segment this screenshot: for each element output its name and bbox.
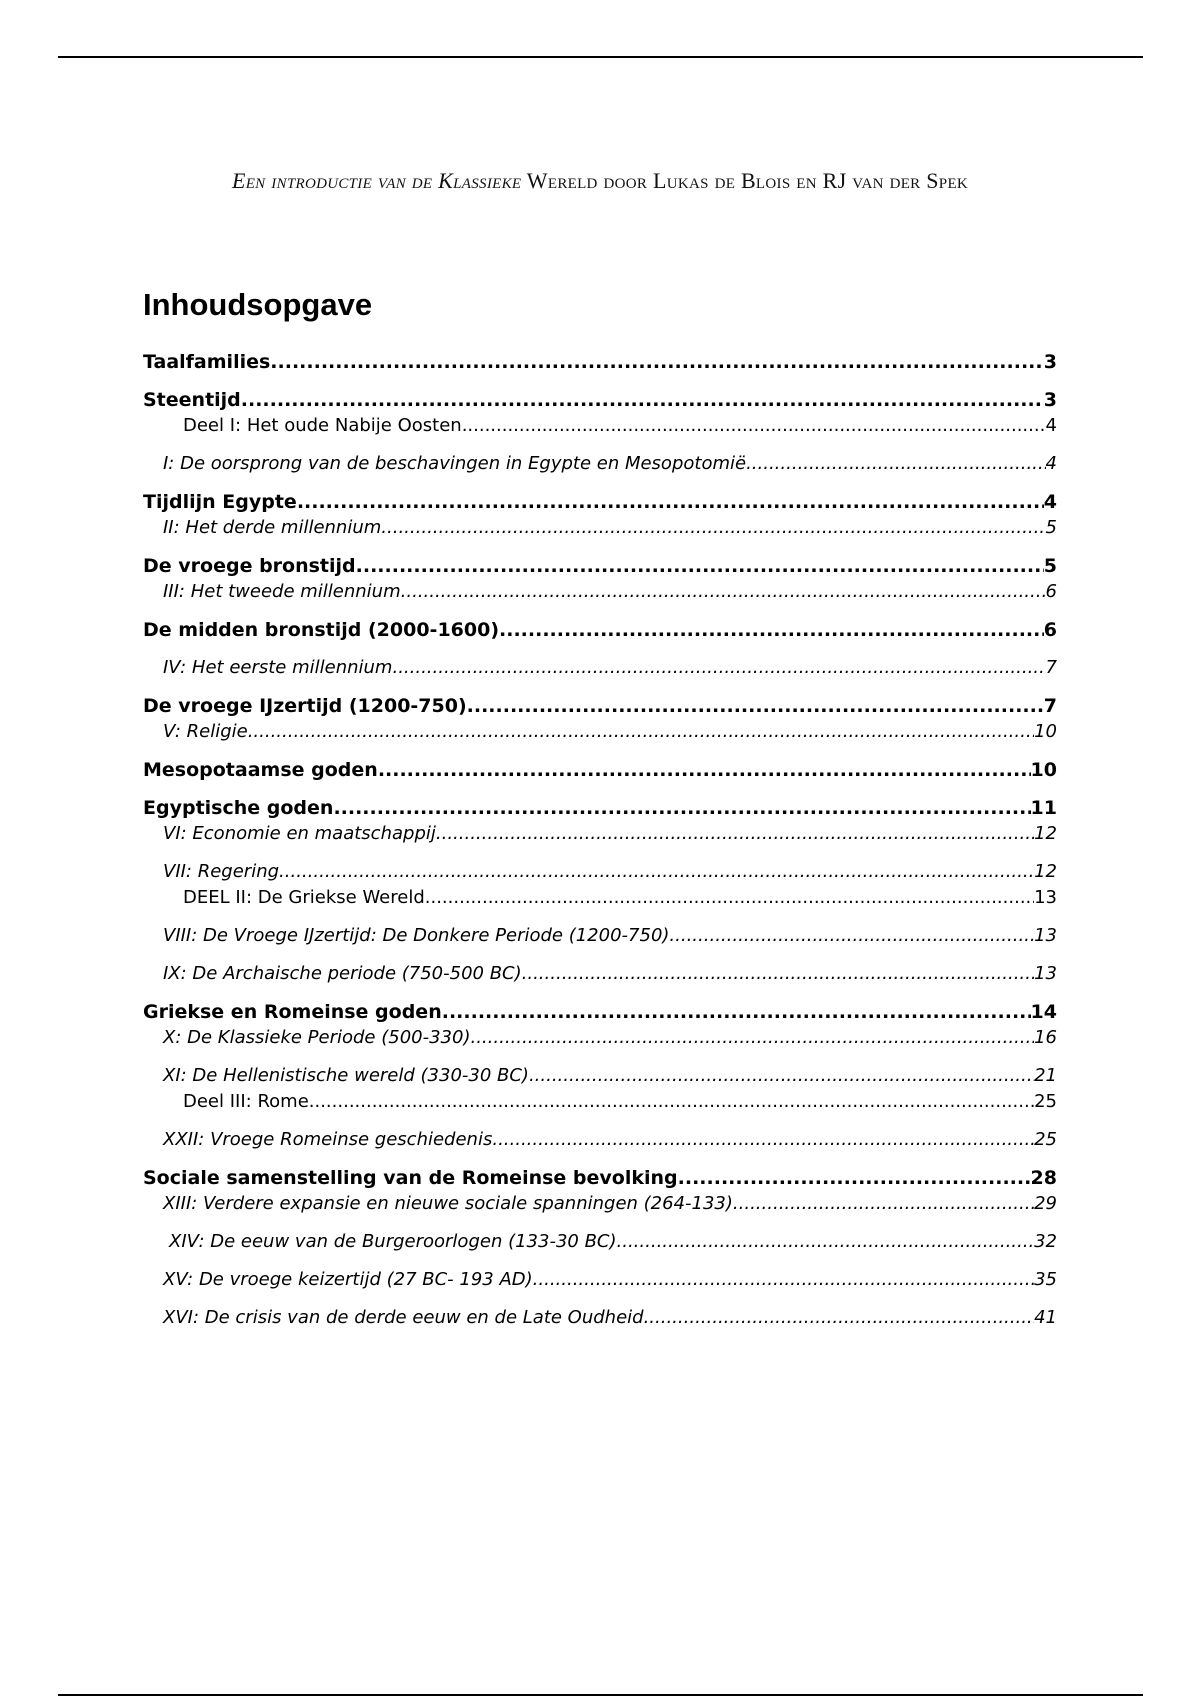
toc-page-number: 21 xyxy=(1034,1065,1057,1086)
toc-entry-title: Taalfamilies xyxy=(143,351,271,373)
header-rule xyxy=(58,56,1143,58)
toc-entry-title: III: Het tweede millennium xyxy=(163,581,401,602)
toc-entry[interactable] xyxy=(143,452,1057,476)
toc-leader xyxy=(333,796,1030,820)
toc-entry[interactable] xyxy=(143,350,1057,374)
toc-entry-title: Deel I: Het oude Nabije Oosten xyxy=(183,415,462,436)
toc-leader xyxy=(644,1306,1035,1330)
toc-entry[interactable] xyxy=(143,796,1057,820)
toc-leader xyxy=(746,452,1045,476)
toc-leader xyxy=(392,656,1045,680)
toc-entry-title: IV: Het eerste millennium xyxy=(163,657,393,678)
toc-page-number: 14 xyxy=(1030,1001,1057,1023)
toc-leader xyxy=(617,1230,1035,1254)
toc-page-number: 29 xyxy=(1034,1193,1057,1214)
toc-page-number: 6 xyxy=(1045,581,1057,602)
toc-page-number: 13 xyxy=(1034,887,1057,908)
toc-page-number: 25 xyxy=(1034,1091,1057,1112)
toc-leader xyxy=(248,720,1034,744)
toc-leader xyxy=(499,618,1044,642)
toc-entry[interactable] xyxy=(143,516,1057,540)
toc-entry[interactable] xyxy=(143,1230,1057,1254)
toc-page-number: 5 xyxy=(1043,555,1057,577)
toc-page-number: 6 xyxy=(1043,619,1057,641)
toc-page-number: 28 xyxy=(1030,1167,1057,1189)
toc-entry[interactable] xyxy=(143,694,1057,718)
toc-entry[interactable] xyxy=(143,1090,1057,1114)
toc-leader xyxy=(467,694,1044,718)
toc-entry-title: VIII: De Vroege IJzertijd: De Donkere Periode (1200-750) xyxy=(163,925,670,946)
toc-entry[interactable] xyxy=(143,656,1057,680)
toc-page-number: 35 xyxy=(1034,1269,1057,1290)
toc-page-number: 13 xyxy=(1034,963,1057,984)
toc-page-number: 7 xyxy=(1043,695,1057,717)
toc-heading: Inhoudsopgave xyxy=(143,287,373,322)
toc-page-number: 11 xyxy=(1030,797,1057,819)
toc-entry[interactable] xyxy=(143,962,1057,986)
toc-leader xyxy=(533,1268,1034,1292)
toc-entry-title: De vroege bronstijd xyxy=(143,555,356,577)
toc-page-number: 10 xyxy=(1030,759,1057,781)
toc-entry[interactable] xyxy=(143,388,1057,412)
toc-entry[interactable] xyxy=(143,580,1057,604)
toc-page-number: 3 xyxy=(1043,351,1057,373)
toc-leader xyxy=(309,1090,1034,1114)
document-title-rest: Wereld door Lukas de Blois en RJ van der Spek xyxy=(526,168,969,193)
toc-leader xyxy=(356,554,1044,578)
toc-entry[interactable] xyxy=(143,720,1057,744)
table-of-contents xyxy=(143,350,1057,1330)
toc-entry-title: X: De Klassieke Periode (500-330) xyxy=(163,1027,471,1048)
toc-page-number: 4 xyxy=(1045,415,1057,436)
toc-leader xyxy=(529,1064,1034,1088)
toc-entry[interactable] xyxy=(143,1306,1057,1330)
toc-entry-title: De midden bronstijd (2000-1600) xyxy=(143,619,500,641)
toc-page-number: 5 xyxy=(1045,517,1057,538)
toc-page-number: 12 xyxy=(1034,823,1057,844)
toc-leader xyxy=(425,886,1034,910)
toc-leader xyxy=(442,1000,1031,1024)
toc-page-number: 16 xyxy=(1034,1027,1057,1048)
toc-page-number: 3 xyxy=(1043,389,1057,411)
toc-entry[interactable] xyxy=(143,860,1057,884)
toc-entry-title: V: Religie xyxy=(163,721,248,742)
toc-leader xyxy=(378,758,1031,782)
toc-entry-title: Sociale samenstelling van de Romeinse bevolking xyxy=(143,1167,678,1189)
document-title-italic: Een introductie van de Klassieke xyxy=(231,168,522,193)
toc-entry-title: XI: De Hellenistische wereld (330-30 BC) xyxy=(163,1065,529,1086)
toc-page-number: 25 xyxy=(1034,1129,1057,1150)
toc-leader xyxy=(381,516,1045,540)
toc-entry-title: Egyptische goden xyxy=(143,797,334,819)
toc-page-number: 32 xyxy=(1034,1231,1057,1252)
toc-leader xyxy=(401,580,1046,604)
toc-leader xyxy=(270,350,1043,374)
toc-entry[interactable] xyxy=(143,1064,1057,1088)
toc-entry-title: XXII: Vroege Romeinse geschiedenis xyxy=(163,1129,493,1150)
toc-leader xyxy=(522,962,1034,986)
toc-leader xyxy=(492,1128,1034,1152)
toc-leader xyxy=(436,822,1034,846)
toc-entry-title: XIII: Verdere expansie en nieuwe sociale spanningen (264-133) xyxy=(163,1193,733,1214)
toc-entry[interactable] xyxy=(143,618,1057,642)
toc-entry-title: I: De oorsprong van de beschavingen in Egypte en Mesopotomië xyxy=(163,453,747,474)
toc-entry-title: De vroege IJzertijd (1200-750) xyxy=(143,695,467,717)
toc-entry[interactable] xyxy=(143,1192,1057,1216)
toc-page-number: 4 xyxy=(1043,491,1057,513)
toc-leader xyxy=(241,388,1044,412)
toc-entry-title: Griekse en Romeinse goden xyxy=(143,1001,442,1023)
toc-leader xyxy=(297,490,1044,514)
toc-entry[interactable] xyxy=(143,414,1057,438)
toc-entry-title: XV: De vroege keizertijd (27 BC- 193 AD) xyxy=(163,1269,533,1290)
toc-entry[interactable] xyxy=(143,1128,1057,1152)
toc-entry-title: Tijdlijn Egypte xyxy=(143,491,297,513)
toc-entry[interactable] xyxy=(143,822,1057,846)
document-title xyxy=(140,166,1060,196)
toc-entry[interactable] xyxy=(143,924,1057,948)
toc-leader xyxy=(462,414,1046,438)
toc-entry-title: Deel III: Rome xyxy=(183,1091,309,1112)
toc-entry[interactable] xyxy=(143,1000,1057,1024)
toc-entry-title: IX: De Archaische periode (750-500 BC) xyxy=(163,963,522,984)
toc-leader xyxy=(678,1166,1031,1190)
toc-page-number: 41 xyxy=(1034,1307,1057,1328)
toc-page-number: 4 xyxy=(1045,453,1057,474)
toc-entry[interactable] xyxy=(143,490,1057,514)
toc-page-number: 13 xyxy=(1034,925,1057,946)
toc-entry[interactable] xyxy=(143,1268,1057,1292)
toc-entry-title: VI: Economie en maatschappij xyxy=(163,823,436,844)
toc-entry[interactable] xyxy=(143,758,1057,782)
toc-page-number: 10 xyxy=(1034,721,1057,742)
toc-entry-title: Mesopotaamse goden xyxy=(143,759,378,781)
toc-entry-title: DEEL II: De Griekse Wereld xyxy=(183,887,425,908)
toc-page-number: 12 xyxy=(1034,861,1057,882)
toc-entry-title: II: Het derde millennium xyxy=(163,517,382,538)
toc-entry[interactable] xyxy=(143,1026,1057,1050)
toc-entry[interactable] xyxy=(143,886,1057,910)
footer-rule xyxy=(58,1694,1143,1696)
toc-leader xyxy=(279,860,1034,884)
toc-entry[interactable] xyxy=(143,554,1057,578)
toc-page-number: 7 xyxy=(1045,657,1057,678)
toc-leader xyxy=(733,1192,1034,1216)
toc-leader xyxy=(669,924,1034,948)
toc-entry-title: VII: Regering xyxy=(163,861,280,882)
toc-entry-title: XVI: De crisis van de derde eeuw en de Late Oudheid xyxy=(163,1307,644,1328)
toc-entry[interactable] xyxy=(143,1166,1057,1190)
toc-leader xyxy=(470,1026,1034,1050)
toc-entry-title: Steentijd xyxy=(143,389,241,411)
toc-entry-title: XIV: De eeuw van de Burgeroorlogen (133-30 BC) xyxy=(169,1231,617,1252)
